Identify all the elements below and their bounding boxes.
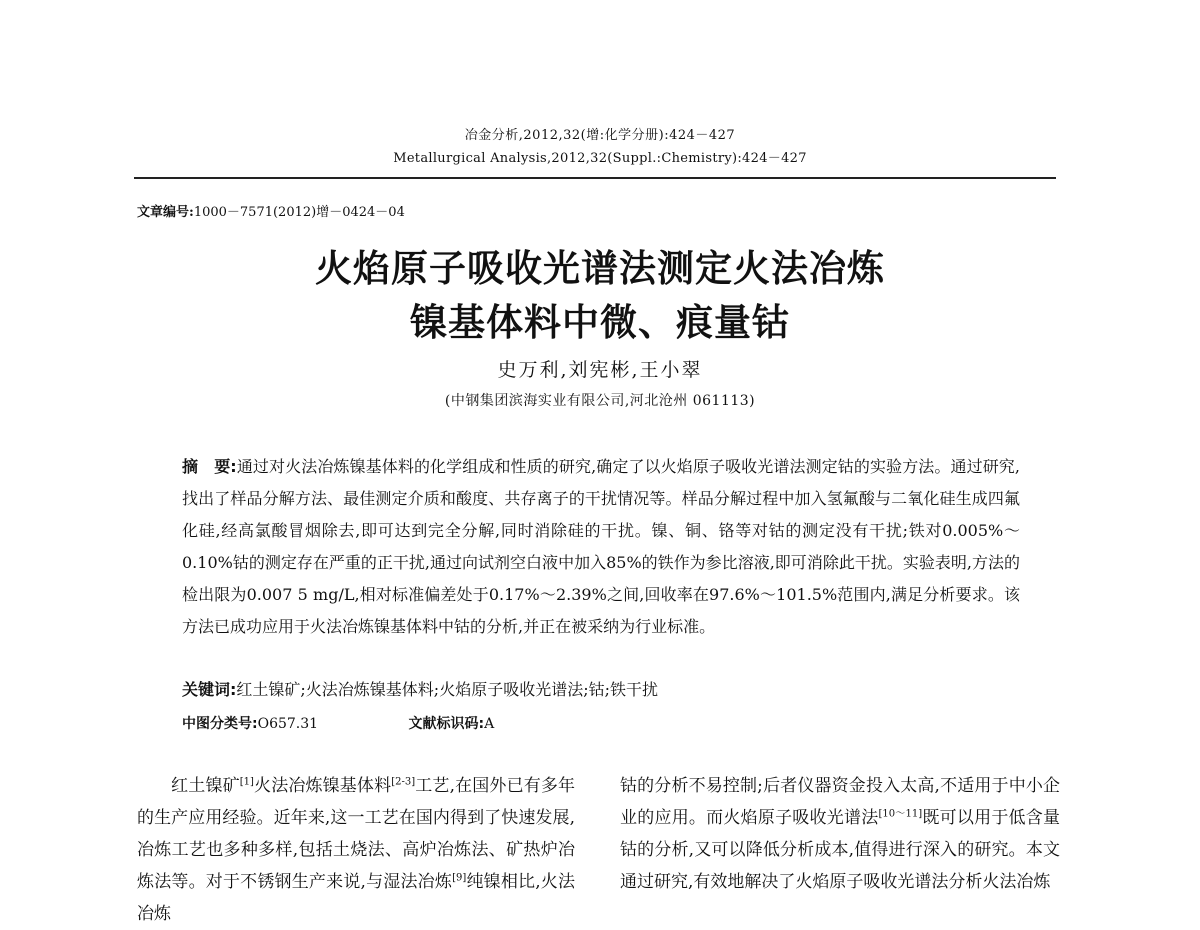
abstract-text: 通过对火法冶炼镍基体料的化学组成和性质的研究,确定了以火焰原子吸收光谱法测定钴的实验方法。通过研究,找出了样品分解方法、最佳测定介质和酸度、共存离子的干扰情况等。样品分解过程中加入氢氟酸与二氧化硅生成四氟化硅,经高氯酸冒烟除去,即可达到完全分解,同时消除硅的干扰。镍、铜、铬等对钴的测定没有干扰;铁对0.005%～0.10%钴的测定存在严重的正干扰,通过向试剂空白液中加入85%的铁作为参比溶液,即可消除此干扰。实验表明,方法的检出限为0.007 5 mg/L,相对标准偏差处于0.17%～2.39%之间,回收率在97.6%～101.5%范围内,满足分析要求。该方法已成功应用于火法冶炼镍基体料中钴的分析,并正在被采纳为行业标准。 bbox=[182, 457, 1020, 636]
paper-title-line-1: 火焰原子吸收光谱法测定火法冶炼 bbox=[315, 247, 885, 290]
doc-code-label: 文献标识码: bbox=[408, 716, 485, 732]
body-text: 工艺,在国外已有多年的生产应用经验。近年来,这一工艺在国内得到了快速发展,冶炼工艺也多种多样,包括土烧法、高炉冶炼法、矿热炉冶炼法等。对于不锈钢生产来说,与湿法冶炼 bbox=[137, 776, 576, 892]
article-id bbox=[137, 201, 405, 220]
body-text: 既可以用于低含量钴的分析,又可以降低分析成本,值得进行深入的研究。本文通过研究,有效地解决了火焰原子吸收光谱法分析火法冶炼 bbox=[620, 808, 1061, 892]
affiliation: (中钢集团滨海实业有限公司,河北沧州 061113) bbox=[444, 393, 756, 409]
keywords-label: 关键词: bbox=[182, 680, 237, 699]
journal-citation-cn: 冶金分析,2012,32(增:化学分册):424－427 bbox=[464, 128, 736, 143]
clc-value: O657.31 bbox=[257, 716, 319, 732]
authors: 史万利,刘宪彬,王小翠 bbox=[497, 359, 703, 381]
body-text: 红土镍矿 bbox=[171, 776, 240, 796]
paper-title-line-2: 镍基体料中微、痕量钴 bbox=[410, 301, 790, 344]
keywords bbox=[182, 676, 1020, 704]
article-id-value: 1000－7571(2012)增－0424－04 bbox=[193, 205, 405, 220]
body-column-right bbox=[620, 770, 1060, 898]
citation-ref: [1] bbox=[239, 776, 254, 788]
journal-citation-en: Metallurgical Analysis,2012,32(Suppl.:Chemistry):424－427 bbox=[393, 151, 807, 166]
body-paragraph bbox=[620, 770, 1060, 898]
body-text: 纯镍相比,火法冶炼 bbox=[137, 872, 576, 924]
abstract-label: 摘 要: bbox=[182, 457, 237, 476]
citation-ref: [2-3] bbox=[391, 776, 416, 788]
article-id-label: 文章编号: bbox=[137, 205, 194, 220]
clc-label: 中图分类号: bbox=[182, 716, 258, 732]
keywords-text: 红土镍矿;火法冶炼镍基体料;火焰原子吸收光谱法;钴;铁干扰 bbox=[236, 680, 658, 699]
body-column-left bbox=[137, 770, 575, 930]
citation-ref: [10～11] bbox=[878, 808, 923, 820]
body-paragraph bbox=[137, 770, 575, 930]
citation-ref: [9] bbox=[452, 872, 467, 884]
doc-code-value: A bbox=[484, 716, 495, 732]
body-text: 钴的分析不易控制;后者仪器资金投入太高,不适用于中小企业的应用。而火焰原子吸收光谱法 bbox=[620, 776, 1060, 828]
header-divider bbox=[134, 177, 1056, 179]
doc-code bbox=[409, 716, 495, 732]
abstract bbox=[182, 451, 1020, 643]
body-text: 火法冶炼镍基体料 bbox=[253, 776, 392, 796]
classification bbox=[182, 713, 494, 733]
